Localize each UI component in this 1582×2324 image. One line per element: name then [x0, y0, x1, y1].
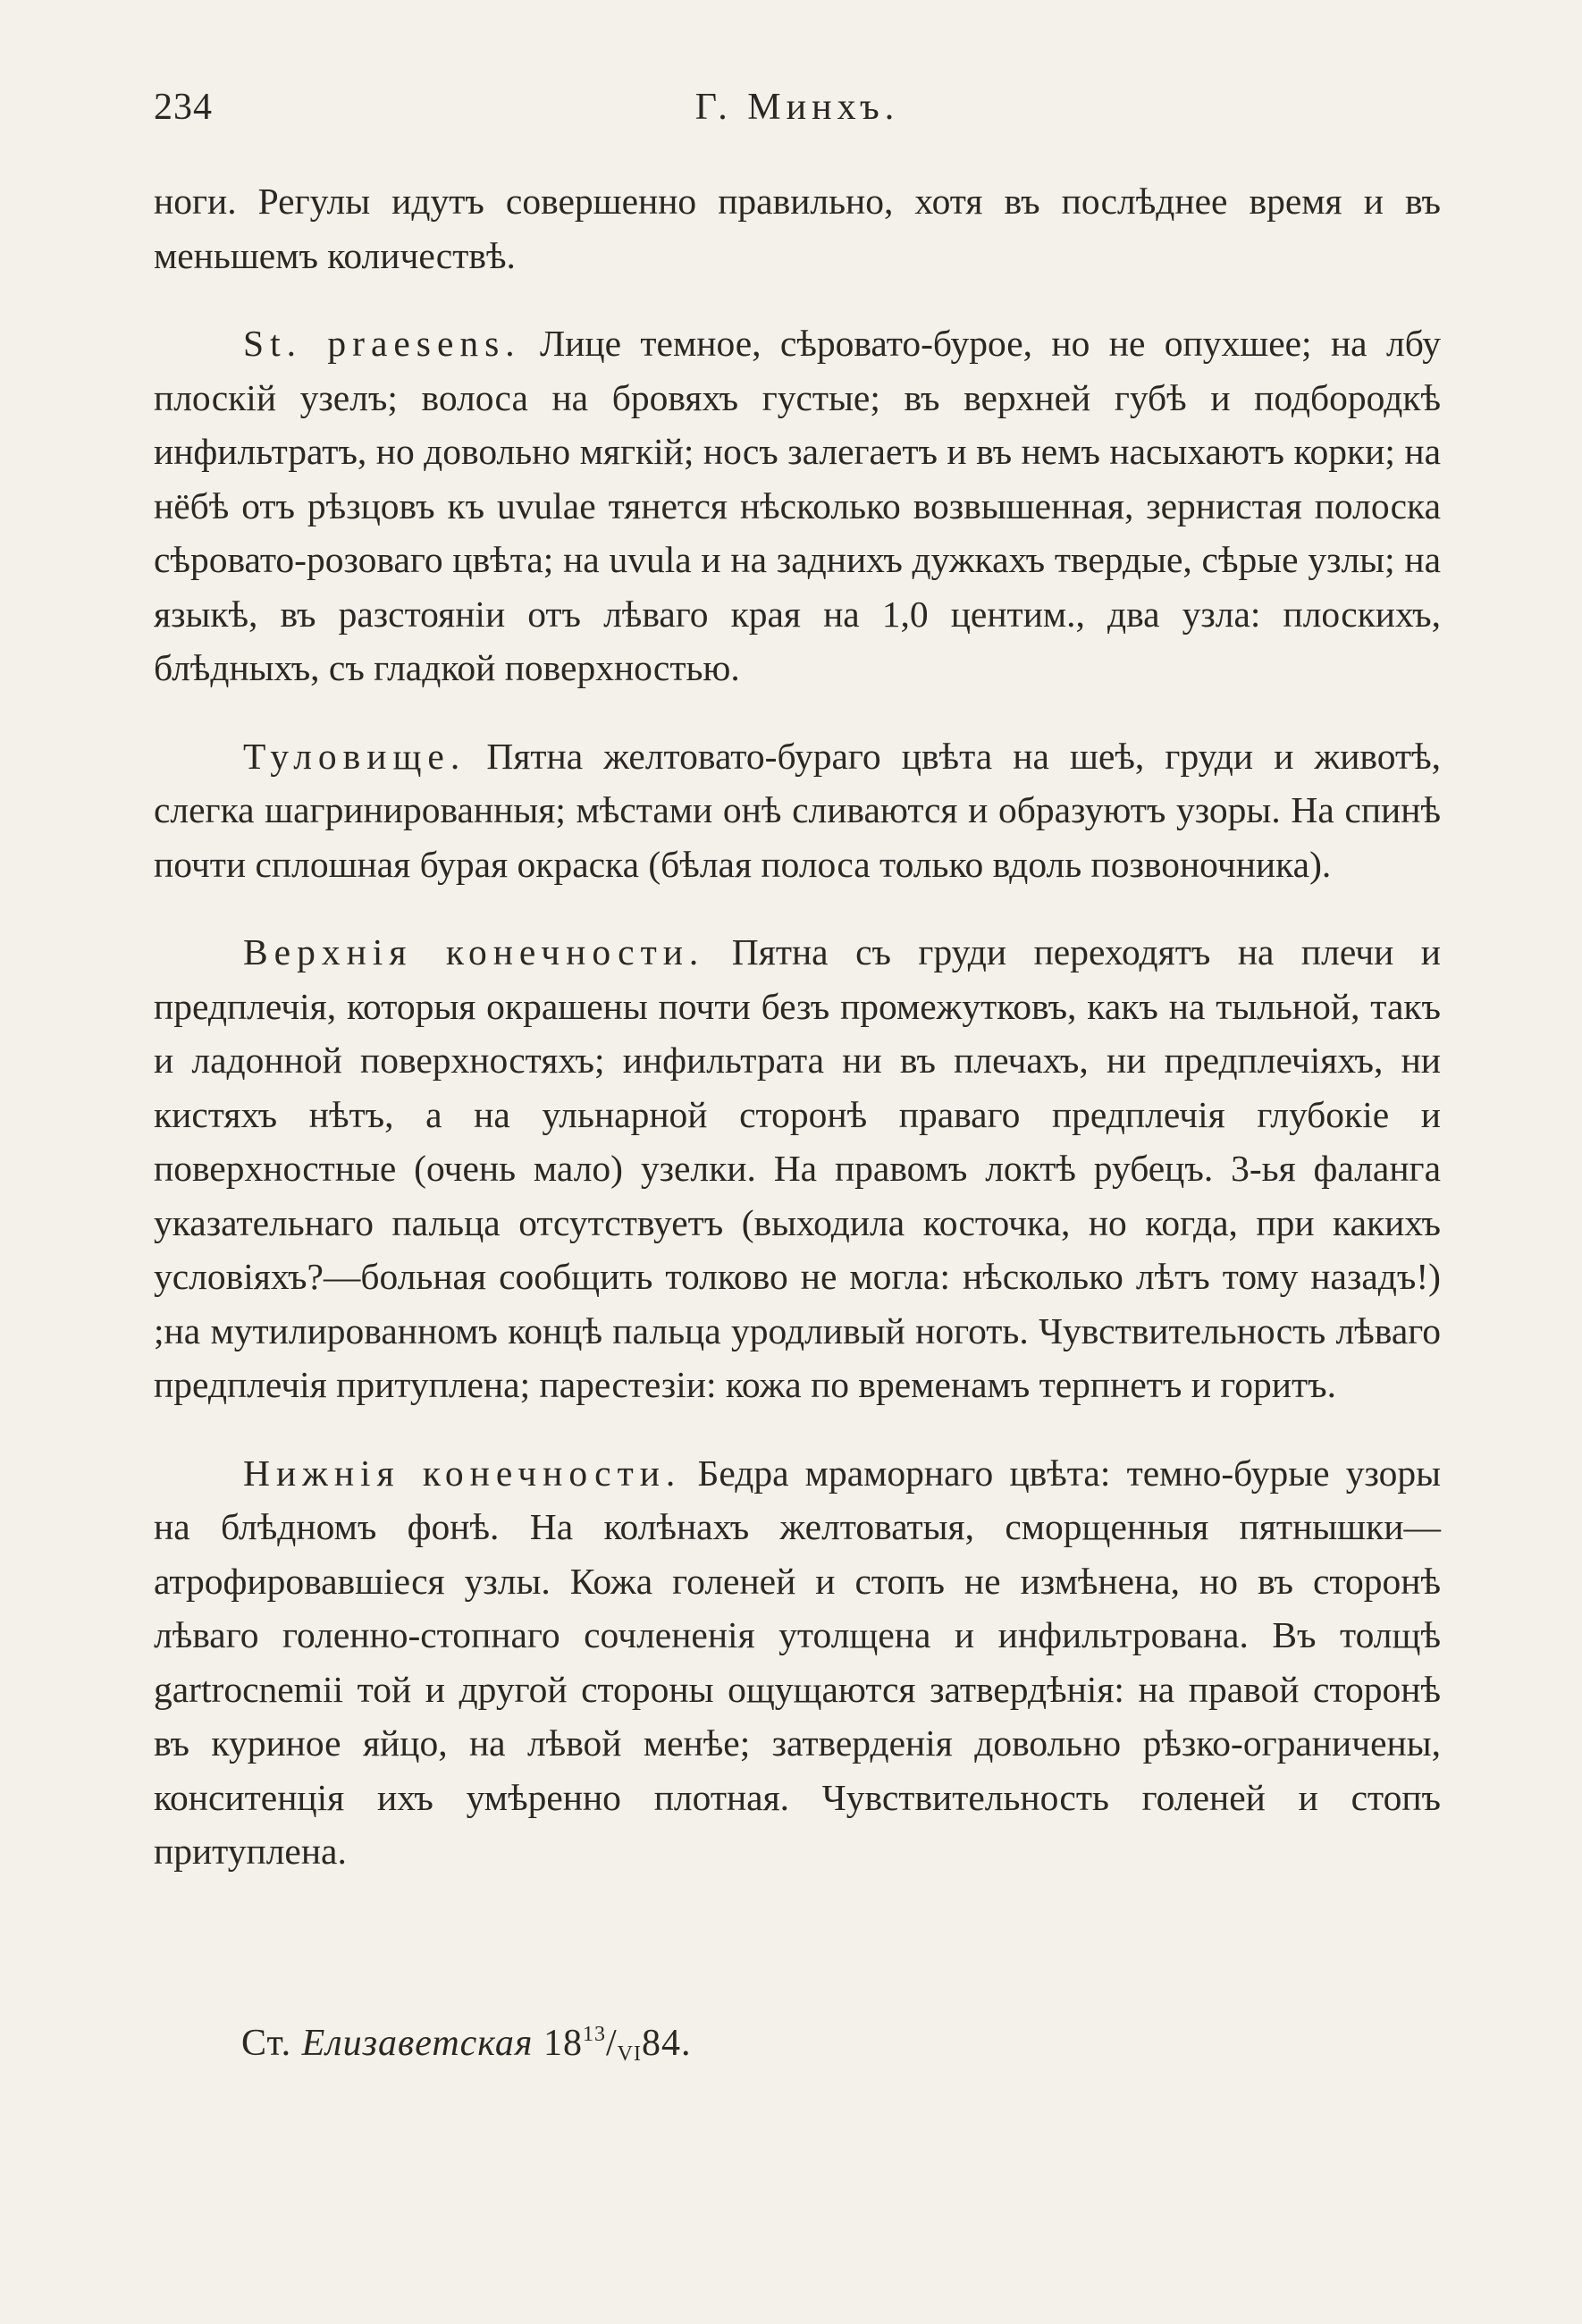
page-header	[154, 86, 1441, 139]
date-year: 84.	[641, 2023, 692, 2064]
date-month: VI	[617, 2042, 642, 2066]
paragraph-lead: St. praesens.	[243, 323, 521, 364]
date-slash: /	[605, 2023, 618, 2064]
signature-place: Елизаветская	[301, 2023, 534, 2064]
page-body	[154, 174, 1441, 1879]
page-number: 234	[154, 87, 213, 128]
signature-date	[543, 2023, 692, 2064]
paragraph-text: Пятна съ груди переходятъ на плечи и предплечія, которыя окрашены почти безъ промежутковъ, какъ на тыльной, такъ и ладонной поверхностяхъ; инфильтрата ни въ плечахъ, ни предплечіяхъ, ни кистяхъ нѣтъ, а на ульнарной сторонѣ праваго предплечія глубокіе и поверхностные (очень мало) узелки. На правомъ локтѣ рубецъ. 3-ья фаланга указательнаго пальца отсутствуетъ (выходила косточка, но когда, при какихъ условіяхъ?—больная сообщить толково не могла: нѣсколько лѣтъ тому назадъ!) ;на мутилированномъ концѣ пальца уродливый ноготь. Чувствительность лѣваго предплечія притуплена; парестезіи: кожа по временамъ терпнетъ и горитъ.	[154, 931, 1441, 1405]
paragraph-text: Бедра мраморнаго цвѣта: темно-бурые узоры на блѣдномъ фонѣ. На колѣнахъ желтоватыя, сморщенныя пятнышки—атрофировавшіеся узлы. Кожа голеней и стопъ не измѣнена, но въ сторонѣ лѣваго голенно-стопнаго сочлененія утолщена и инфильтрована. Въ толщѣ gartrocnemii той и другой стороны ощущаются затвердѣнія: на правой сторонѣ въ куриное яйцо, на лѣвой менѣе; затверденія довольно рѣзко-ограничены, конситенція ихъ умѣренно плотная. Чувствительность голеней и стопъ притуплена.	[154, 1452, 1441, 1872]
paragraph-text: ноги. Регулы идутъ совершенно правильно, хотя въ послѣднее время и въ меньшемъ количествѣ.	[154, 181, 1441, 276]
paragraph-text: Пятна желтовато-бураго цвѣта на шеѣ, груди и животѣ, слегка шагринированныя; мѣстами онѣ сливаются и образуютъ узоры. На спинѣ почти сплошная бурая окраска (бѣлая полоса только вдоль позвоночника).	[154, 735, 1441, 885]
date-sup: 13	[582, 2023, 606, 2046]
paragraph-continuation	[154, 174, 1441, 282]
running-title: Г. Минхъ.	[694, 87, 900, 128]
paragraph-text: Лице темное, сѣровато-бурое, но не опухшее; на лбу плоскій узелъ; волоса на бровяхъ густые; въ верхней губѣ и подбородкѣ инфильтратъ, но довольно мягкій; носъ залегаетъ и въ немъ насыхаютъ корки; на нёбѣ отъ рѣзцовъ къ uvulae тянется нѣсколько возвышенная, зернистая полоска сѣровато-розоваго цвѣта; на uvula и на заднихъ дужкахъ твердые, сѣрые узлы; на языкѣ, въ разстояніи отъ лѣваго края на 1,0 центим., два узла: плоскихъ, блѣдныхъ, съ гладкой поверхностью.	[154, 323, 1441, 688]
date-day: 18	[543, 2023, 583, 2064]
place-date-signature	[241, 2022, 691, 2065]
paragraph-status-praesens	[154, 316, 1441, 695]
paragraph-lead: Туловище.	[243, 735, 467, 777]
paragraph-upper-limbs	[154, 925, 1441, 1412]
paragraph-lead: Нижнія конечности.	[243, 1452, 682, 1494]
paragraph-lead: Верхнія конечности.	[243, 931, 705, 973]
signature-prefix: Ст.	[241, 2023, 292, 2064]
paragraph-torso	[154, 729, 1441, 892]
paragraph-lower-limbs	[154, 1446, 1441, 1879]
